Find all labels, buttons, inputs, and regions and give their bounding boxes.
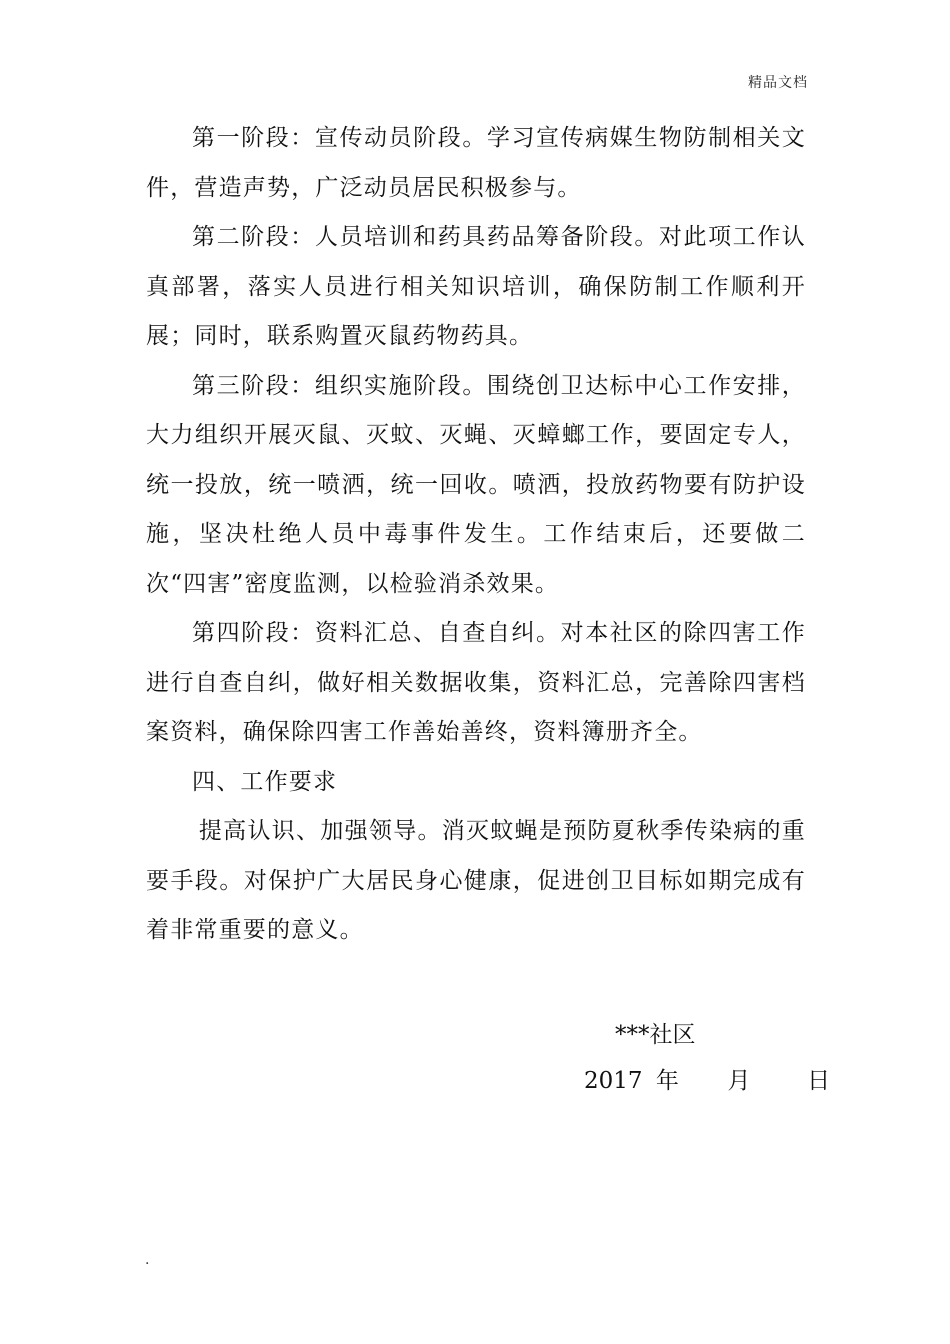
paragraph-stage-one: 第一阶段：宣传动员阶段。学习宣传病媒生物防制相关文件，营造声势，广泛动员居民积极参与。	[146, 125, 806, 201]
signature-organization: ***社区	[615, 1022, 696, 1048]
paragraph-requirements: 提高认识、加强领导。消灭蚊蝇是预防夏秋季传染病的重要手段。对保护广大居民身心健康，促进创卫目标如期完成有着非常重要的意义。	[146, 818, 806, 943]
paragraph-stage-three: 第三阶段：组织实施阶段。围绕创卫达标中心工作安排，大力组织开展灭鼠、灭蚊、灭蝇、灭蟑螂工作，要固定专人，统一投放，统一喷洒，统一回收。喷洒，投放药物要有防护设施，坚决杜绝人员中毒事件发生。工作结束后，还要做二次“四害”密度监测，以检验消杀效果。	[146, 372, 806, 597]
footer-dot: .	[145, 1252, 150, 1268]
signature-date-month: 月	[727, 1068, 751, 1094]
header-watermark-text: 精品文档	[748, 75, 808, 91]
paragraph-stage-four: 第四阶段：资料汇总、自查自纠。对本社区的除四害工作进行自查自纠，做好相关数据收集，资料汇总，完善除四害档案资料，确保除四害工作善始善终，资料簿册齐全。	[146, 620, 806, 745]
signature-date-day: 日	[807, 1068, 831, 1094]
signature-date-year: 2017 年	[584, 1068, 679, 1094]
signature-date	[584, 1058, 830, 1104]
paragraph-stage-two: 第二阶段：人员培训和药具药品筹备阶段。对此项工作认真部署，落实人员进行相关知识培训，确保防制工作顺利开展；同时，联系购置灭鼠药物药具。	[146, 224, 806, 349]
document-body	[146, 114, 806, 956]
section-heading-work-requirements: 四、工作要求	[192, 768, 338, 795]
